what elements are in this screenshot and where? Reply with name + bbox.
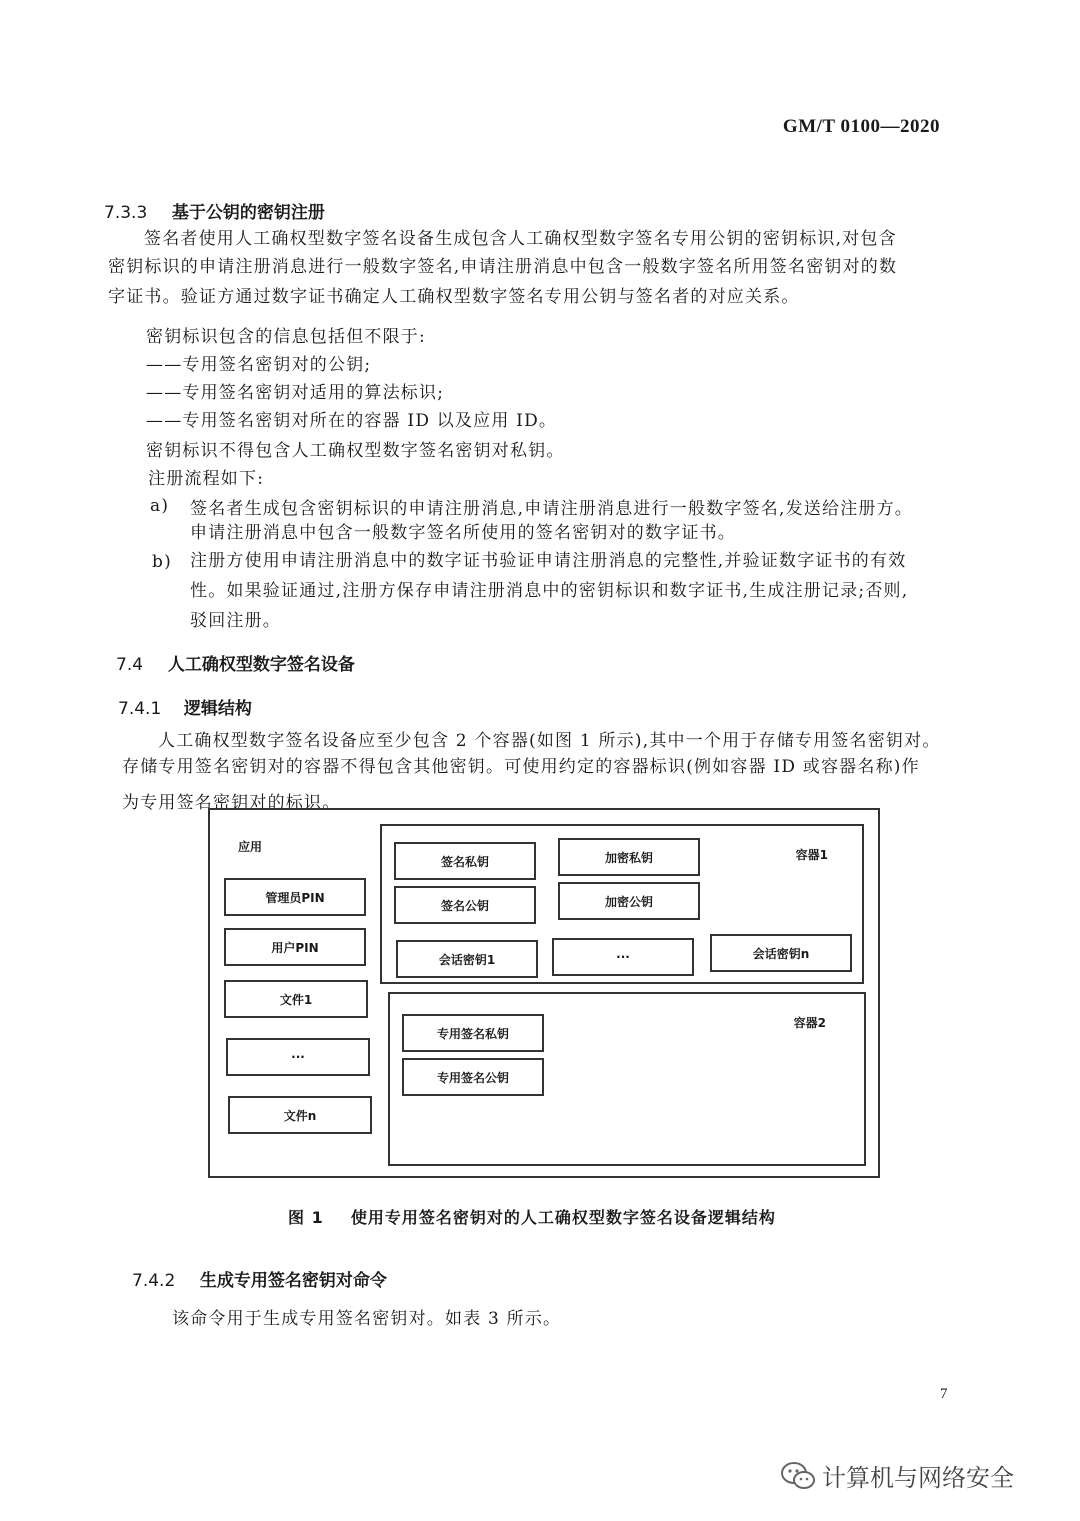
watermark bbox=[780, 1458, 1014, 1493]
section-number: 7.4.2 bbox=[132, 1271, 176, 1291]
app-label: 应用 bbox=[238, 840, 263, 854]
step-label: a) bbox=[150, 496, 170, 516]
key-sign-private: 签名私钥 bbox=[394, 842, 536, 880]
standard-number: GM/T 0100—2020 bbox=[782, 116, 940, 137]
key-dedicated-sign-private: 专用签名私钥 bbox=[402, 1014, 544, 1052]
section-heading-7-4-2 bbox=[132, 1266, 387, 1291]
section-number: 7.4 bbox=[116, 655, 144, 675]
app-item-user-pin: 用户PIN bbox=[224, 928, 366, 966]
section-heading-7-4 bbox=[116, 650, 355, 675]
section-number: 7.4.1 bbox=[118, 699, 162, 719]
key-session-n: 会话密钥n bbox=[710, 934, 852, 972]
section-title: 人工确权型数字签名设备 bbox=[167, 655, 355, 675]
figure-number: 图 1 bbox=[288, 1208, 324, 1227]
section-heading-7-4-1 bbox=[118, 694, 252, 719]
section-title: 生成专用签名密钥对命令 bbox=[199, 1271, 387, 1291]
paragraph-line: 为专用签名密钥对的标识。 bbox=[122, 793, 341, 813]
key-ellipsis: ··· bbox=[552, 938, 694, 976]
paragraph-line: 签名者使用人工确权型数字签名设备生成包含人工确权型数字签名专用公钥的密钥标识,对包含 bbox=[144, 229, 897, 249]
figure-title: 使用专用签名密钥对的人工确权型数字签名设备逻辑结构 bbox=[350, 1208, 776, 1227]
figure-caption bbox=[288, 1205, 776, 1228]
section-number: 7.3.3 bbox=[104, 203, 148, 223]
list-item: ——专用签名密钥对适用的算法标识; bbox=[146, 383, 445, 403]
key-session-1: 会话密钥1 bbox=[396, 940, 538, 978]
section-heading-7-3-3 bbox=[104, 198, 325, 223]
step-line: 注册方使用申请注册消息中的数字证书验证申请注册消息的完整性,并验证数字证书的有效 bbox=[190, 551, 907, 571]
container-1-label: 容器1 bbox=[795, 848, 828, 862]
app-item-file-n: 文件n bbox=[228, 1096, 372, 1134]
watermark-text: 计算机与网络安全 bbox=[822, 1464, 1014, 1492]
wechat-icon bbox=[780, 1461, 816, 1491]
container-2-label: 容器2 bbox=[793, 1016, 826, 1030]
paragraph-line: 该命令用于生成专用签名密钥对。如表 3 所示。 bbox=[172, 1309, 562, 1329]
key-dedicated-sign-public: 专用签名公钥 bbox=[402, 1058, 544, 1096]
flow-intro: 注册流程如下: bbox=[148, 469, 265, 489]
app-item-admin-pin: 管理员PIN bbox=[224, 878, 366, 916]
step-line: 申请注册消息中包含一般数字签名所使用的签名密钥对的数字证书。 bbox=[190, 523, 736, 543]
step-line: 驳回注册。 bbox=[190, 611, 281, 631]
key-enc-public: 加密公钥 bbox=[558, 882, 700, 920]
info-intro: 密钥标识包含的信息包括但不限于: bbox=[146, 327, 426, 347]
step-label: b) bbox=[152, 552, 172, 572]
step-line: 性。如果验证通过,注册方保存申请注册消息中的密钥标识和数字证书,生成注册记录;否则, bbox=[190, 581, 909, 601]
section-title: 逻辑结构 bbox=[183, 699, 252, 719]
container-2 bbox=[388, 992, 866, 1166]
list-item: ——专用签名密钥对的公钥; bbox=[146, 355, 372, 375]
container-1 bbox=[380, 824, 864, 984]
list-item: ——专用签名密钥对所在的容器 ID 以及应用 ID。 bbox=[146, 411, 558, 431]
section-title: 基于公钥的密钥注册 bbox=[171, 203, 325, 223]
key-sign-public: 签名公钥 bbox=[394, 886, 536, 924]
app-item-file-1: 文件1 bbox=[224, 980, 368, 1018]
step-line: 签名者生成包含密钥标识的申请注册消息,申请注册消息进行一般数字签名,发送给注册方。 bbox=[190, 499, 914, 519]
app-item-ellipsis: ··· bbox=[226, 1038, 370, 1076]
paragraph-line: 密钥标识的申请注册消息进行一般数字签名,申请注册消息中包含一般数字签名所用签名密钥对的数 bbox=[108, 257, 898, 277]
page-number: 7 bbox=[940, 1386, 948, 1402]
logical-structure-diagram bbox=[208, 808, 880, 1178]
key-enc-private: 加密私钥 bbox=[558, 838, 700, 876]
paragraph-line: 人工确权型数字签名设备应至少包含 2 个容器(如图 1 所示),其中一个用于存储专用签名密钥对。 bbox=[158, 731, 941, 751]
paragraph-line: 存储专用签名密钥对的容器不得包含其他密钥。可使用约定的容器标识(例如容器 ID 或容器名称)作 bbox=[122, 757, 920, 777]
paragraph-line: 密钥标识不得包含人工确权型数字签名密钥对私钥。 bbox=[146, 441, 565, 461]
paragraph-line: 字证书。验证方通过数字证书确定人工确权型数字签名专用公钥与签名者的对应关系。 bbox=[108, 287, 800, 307]
